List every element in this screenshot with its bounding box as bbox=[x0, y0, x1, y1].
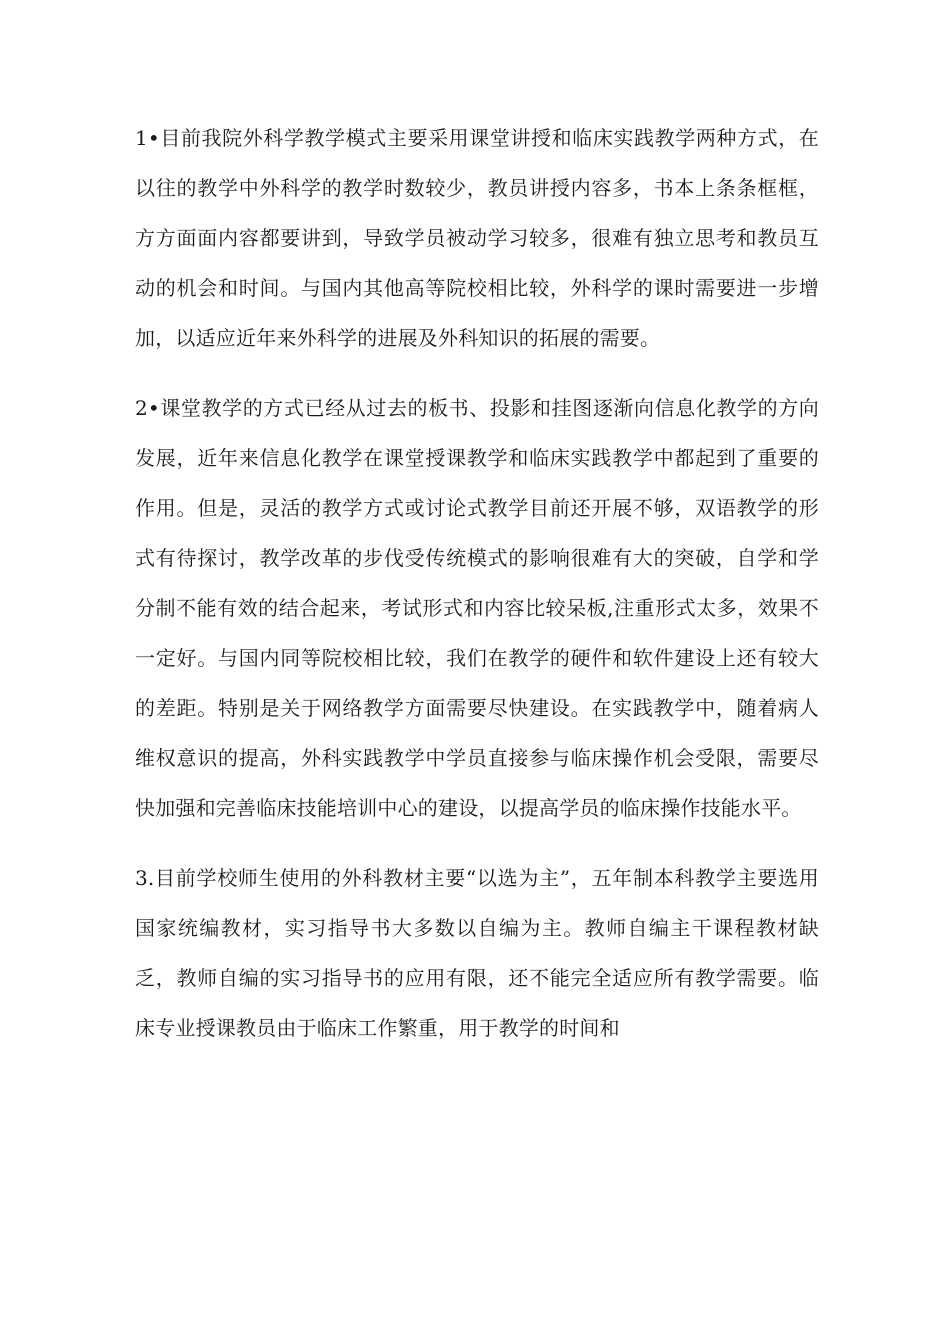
paragraph-3: 3.目前学校师生使用的外科教材主要“以选为主”，五年制本科教学主要选用国家统编教材，实习指导书大多数以自编为主。教师自编主干课程教材缺乏，教师自编的实习指导书的应用有限，还不能完全适应所有教学需要。临床专业授课教员由于临床工作繁重，用于教学的时间和 bbox=[135, 866, 819, 1040]
paragraph-1: 1•目前我院外科学教学模式主要采用课堂讲授和临床实践教学两种方式，在以往的教学中外科学的教学时数较少，教员讲授内容多，书本上条条框框，方方面面内容都要讲到，导致学员被动学习较多，很难有独立思考和教员互动的机会和时间。与国内其他高等院校相比较，外科学的课时需要进一步增加，以适应近年来外科学的进展及外科知识的拓展的需要。 bbox=[135, 126, 819, 350]
document-body bbox=[135, 113, 819, 1073]
paragraph-2: 2•课堂教学的方式已经从过去的板书、投影和挂图逐渐向信息化教学的方向发展，近年来信息化教学在课堂授课教学和临床实践教学中都起到了重要的作用。但是，灵活的教学方式或讨论式教学目前还开展不够，双语教学的形式有待探讨，教学改革的步伐受传统模式的影响很难有大的突破，自学和学分制不能有效的结合起来，考试形式和内容比较呆板,注重形式太多，效果不一定好。与国内同等院校相比较，我们在教学的硬件和软件建设上还有较大的差距。特别是关于网络教学方面需要尽快建设。在实践教学中，随着病人维权意识的提高，外科实践教学中学员直接参与临床操作机会受限，需要尽快加强和完善临床技能培训中心的建设，以提高学员的临床操作技能水平。 bbox=[135, 396, 819, 820]
